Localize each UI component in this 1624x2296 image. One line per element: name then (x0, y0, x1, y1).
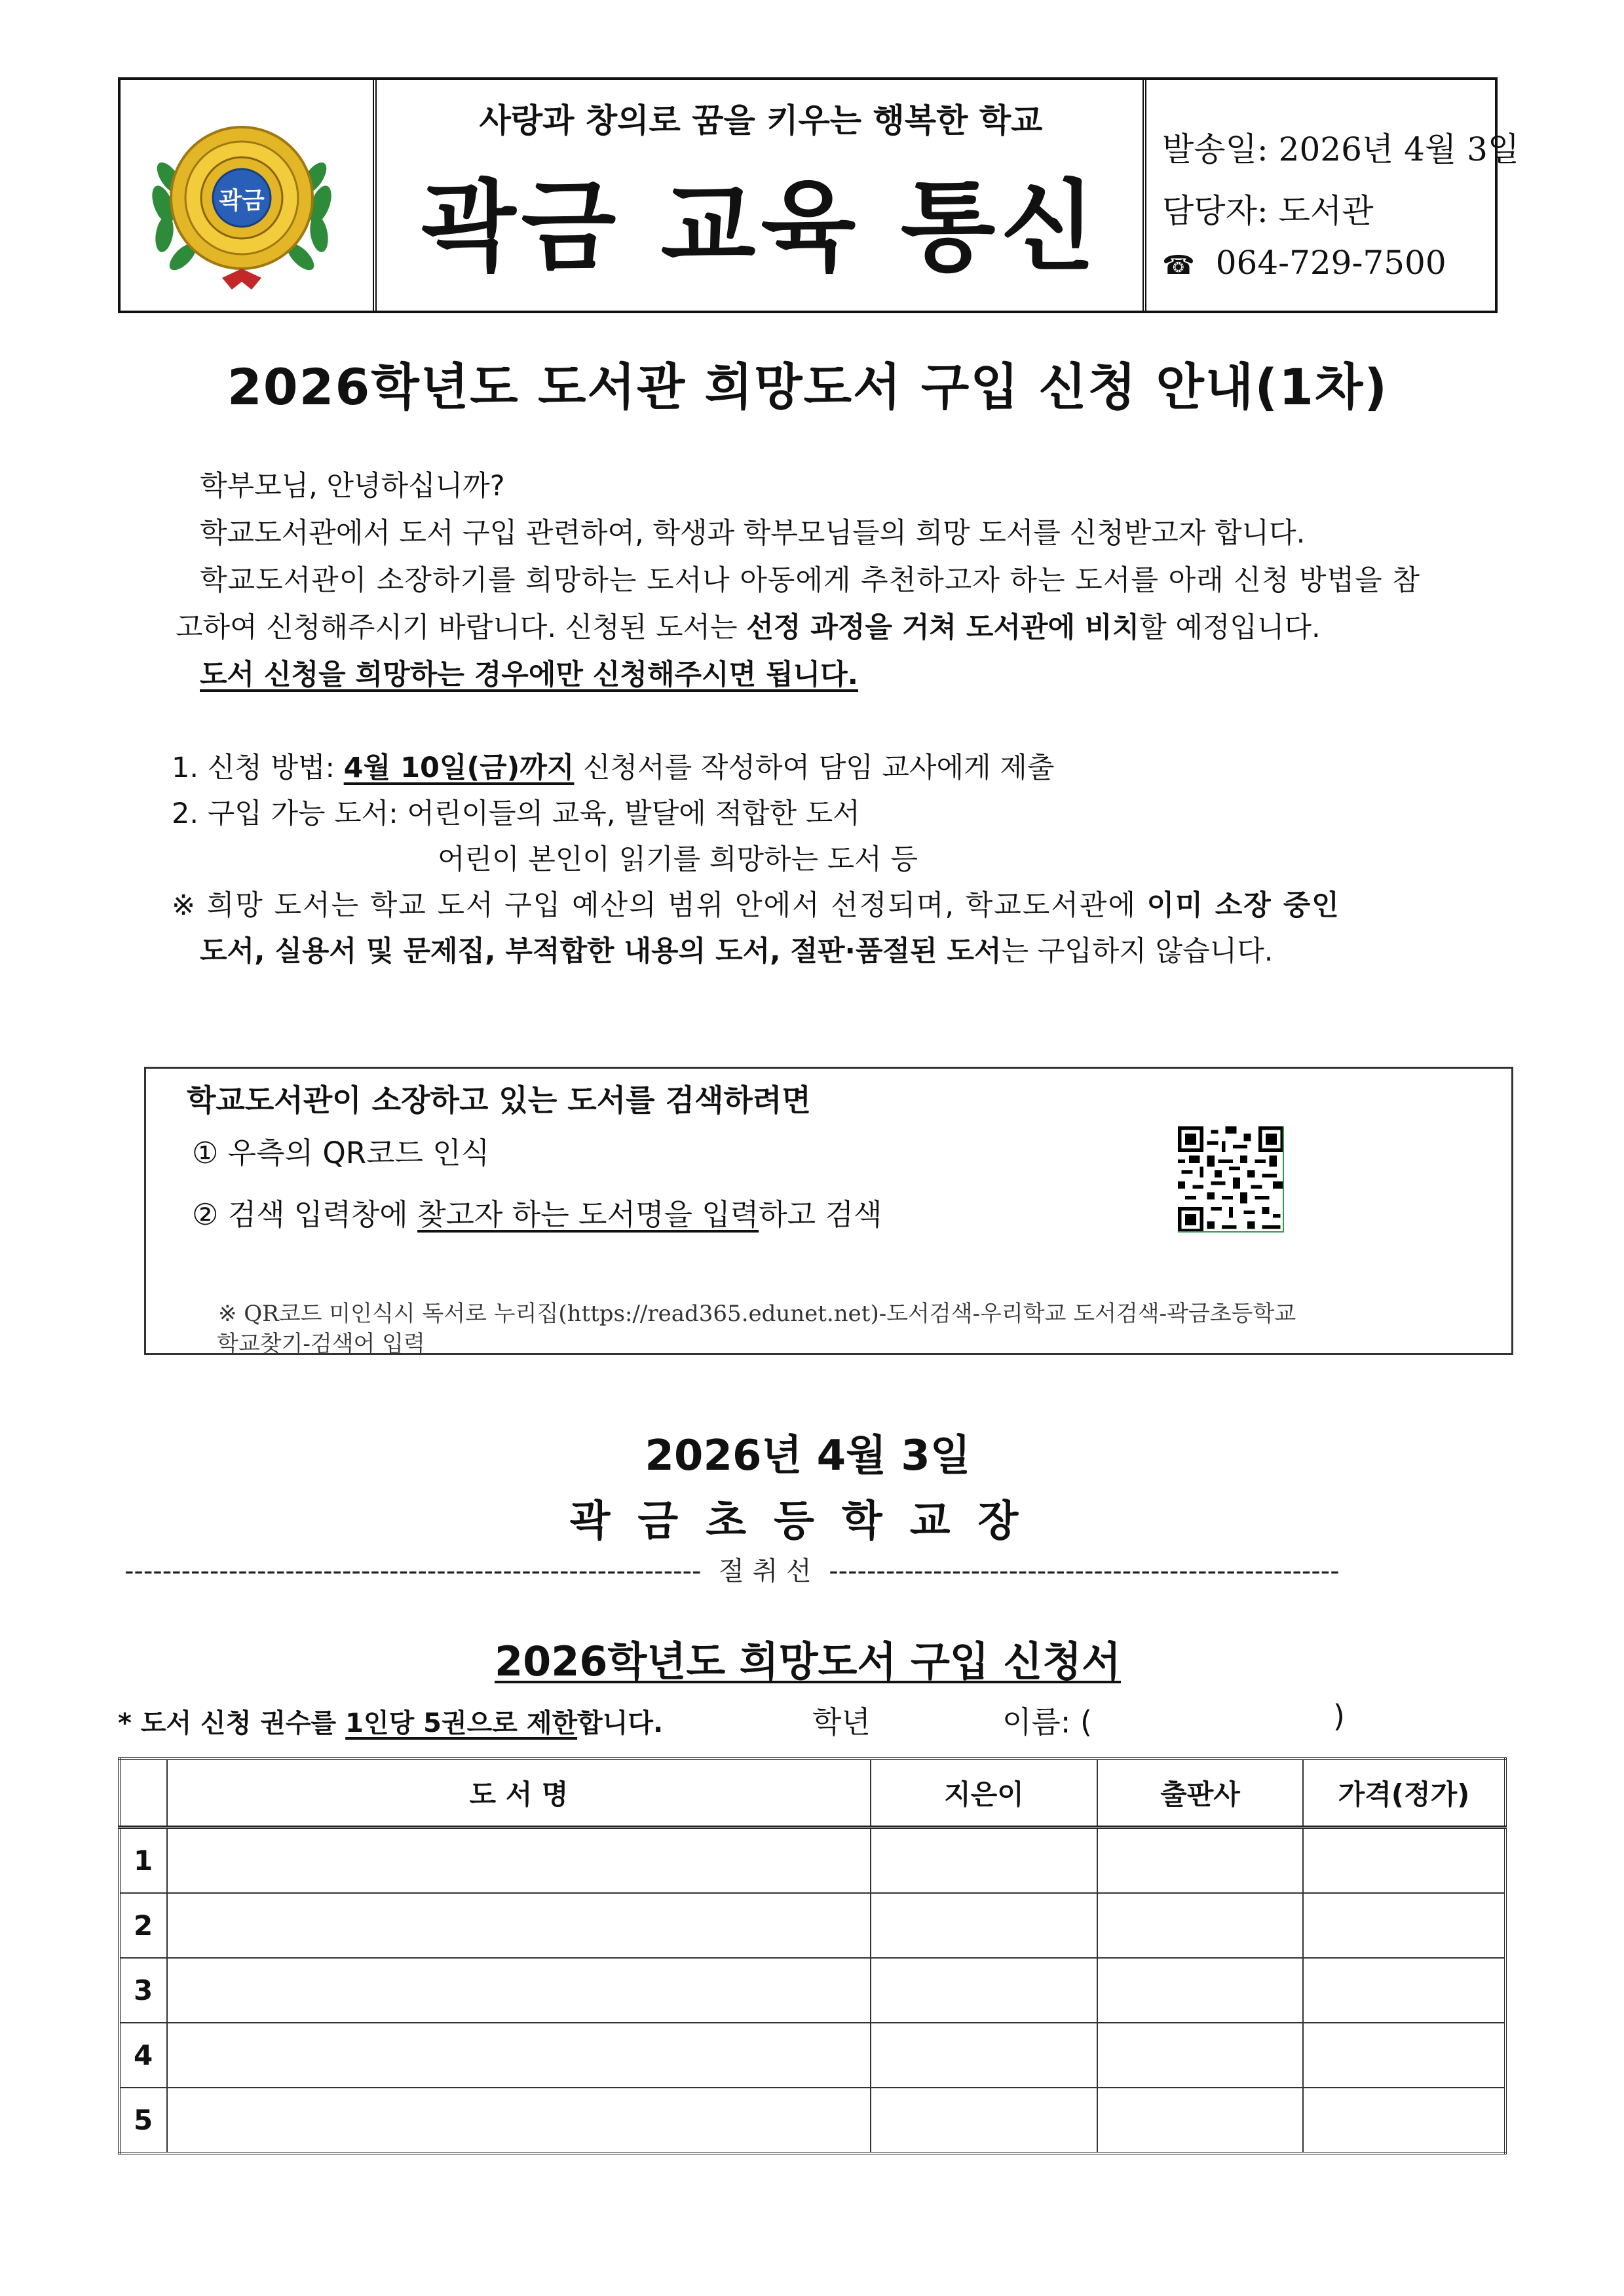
svg-text:곽금: 곽금 (219, 187, 265, 214)
qr-code[interactable] (1178, 1126, 1284, 1233)
phone-line (1162, 244, 1446, 282)
intro-text: 할 예정입니다. (1139, 611, 1321, 644)
limit-text: * 도서 신청 권수를 (118, 1708, 346, 1738)
step-underlined: 찾고자 하는 도서명을 입력 (417, 1197, 759, 1232)
intro-line: 학교도서관에서 도서 구입 관련하여, 학생과 학부모님들의 희망 도서를 신청받고자 합니다. (200, 517, 1306, 550)
price-cell[interactable] (1303, 1893, 1505, 1958)
title-cell[interactable] (167, 2023, 871, 2088)
step-text: 하고 검색 (759, 1197, 882, 1232)
book-request-table (118, 1757, 1507, 2154)
intro-text: 고하여 신청해주시기 바랍니다. 신청된 도서는 (176, 611, 747, 644)
item-available-books-cont: 어린이 본인이 읽기를 희망하는 도서 등 (438, 843, 918, 876)
name-label: 이름: ( (1002, 1704, 1092, 1740)
title-cell[interactable] (167, 1893, 871, 1958)
author-cell[interactable] (871, 1893, 1097, 1958)
column-number (119, 1759, 167, 1827)
publisher-cell[interactable] (1097, 1893, 1303, 1958)
publisher-cell[interactable] (1097, 2088, 1303, 2153)
intro-emphasis: 선정 과정을 거쳐 도서관에 비치 (746, 611, 1140, 644)
deadline: 4월 10일(금)까지 (343, 752, 575, 784)
note-emphasis: 도서, 실용서 및 문제집, 부적합한 내용의 도서, 절판·품절된 도서 (200, 935, 1002, 968)
item-text: 1. 신청 방법: (172, 752, 344, 784)
note-line (200, 929, 1273, 969)
cut-label: 절 취 선 (719, 1556, 812, 1586)
step-text: ② 검색 입력창에 (192, 1197, 418, 1232)
grade-label: 학년 (812, 1704, 871, 1740)
cut-dashes: ------------------------------------------------------------- (124, 1556, 702, 1586)
newsletter-title: 곽금 교육 통신 (421, 170, 1101, 284)
school-slogan: 사랑과 창의로 꿈을 키우는 행복한 학교 (479, 101, 1043, 140)
author-cell[interactable] (871, 1827, 1097, 1894)
school-emblem-icon (137, 106, 347, 296)
table-row (119, 2088, 1505, 2153)
price-cell[interactable] (1303, 1827, 1505, 1894)
row-number: 4 (119, 2023, 167, 2088)
column-author: 지은이 (871, 1759, 1097, 1827)
limit-underlined: 1인당 5권으로 제한 (345, 1708, 578, 1738)
column-price: 가격(정가) (1303, 1759, 1505, 1827)
cut-dashes: ------------------------------------------------------ (829, 1556, 1340, 1586)
table-row (119, 2023, 1505, 2088)
phone-icon: ☎ (1162, 250, 1195, 280)
intro-notice: 도서 신청을 희망하는 경우에만 신청해주시면 됩니다. (200, 659, 859, 691)
note-text: 는 구입하지 않습니다. (1001, 935, 1274, 968)
row-number: 2 (119, 1893, 167, 1958)
publisher-cell[interactable] (1097, 1958, 1303, 2023)
name-close: ) (1333, 1698, 1345, 1734)
search-note: 학교찾기-검색어 입력 (217, 1331, 425, 1357)
row-number: 5 (119, 2088, 167, 2153)
price-cell[interactable] (1303, 2023, 1505, 2088)
author-cell[interactable] (871, 1958, 1097, 2023)
limit-text: 합니다. (577, 1708, 664, 1738)
table-row (119, 1827, 1505, 1894)
newsletter-header (118, 77, 1520, 313)
search-step-1: ① 우측의 QR코드 인식 (192, 1136, 490, 1170)
column-title: 도 서 명 (167, 1759, 871, 1827)
manager: 담당자: 도서관 (1162, 192, 1374, 230)
item-application-method (172, 746, 1054, 786)
intro-line: 학교도서관이 소장하기를 희망하는 도서나 아동에게 추천하고자 하는 도서를 아래 신청 방법을 참 (200, 564, 1420, 597)
header-divider (373, 80, 377, 311)
form-limit-note (118, 1702, 663, 1740)
form-title (118, 1629, 1498, 1687)
intro-line (176, 605, 1321, 645)
search-note: ※ QR코드 미인식시 독서로 누리집(https://read365.edunet.net)-도서검색-우리학교 도서검색-곽금초등학교 (218, 1301, 1296, 1327)
author-cell[interactable] (871, 2088, 1097, 2153)
search-step-2 (192, 1191, 882, 1233)
publisher-cell[interactable] (1097, 1827, 1303, 1894)
note-line (172, 883, 1340, 923)
price-cell[interactable] (1303, 2088, 1505, 2153)
greeting: 학부모님, 안녕하십니까? (200, 470, 505, 503)
table-row (119, 1958, 1505, 2023)
title-cell[interactable] (167, 2088, 871, 2153)
library-search-box (144, 1067, 1513, 1355)
document-title: 2026학년도 도서관 희망도서 구입 신청 안내(1차) (227, 358, 1389, 416)
school-principal: 곽금초등학교장 (569, 1497, 1046, 1546)
price-cell[interactable] (1303, 1958, 1505, 2023)
form-title-text: 2026학년도 희망도서 구입 신청서 (494, 1637, 1122, 1685)
phone-number: 064-729-7500 (1215, 244, 1446, 282)
publisher-cell[interactable] (1097, 2023, 1303, 2088)
header-divider (1142, 80, 1146, 311)
table-header-row (119, 1759, 1505, 1827)
search-box-title: 학교도서관이 소장하고 있는 도서를 검색하려면 (187, 1082, 811, 1118)
note-emphasis: 이미 소장 중인 (1146, 889, 1340, 922)
note-text: ※ 희망 도서는 학교 도서 구입 예산의 범위 안에서 선정되며, 학교도서관에 (172, 889, 1147, 922)
author-cell[interactable] (871, 2023, 1097, 2088)
row-number: 3 (119, 1958, 167, 2023)
cut-line (124, 1550, 1500, 1588)
column-publisher: 출판사 (1097, 1759, 1303, 1827)
row-number: 1 (119, 1827, 167, 1894)
item-available-books: 2. 구입 가능 도서: 어린이들의 교육, 발달에 적합한 도서 (172, 797, 860, 830)
signoff-date: 2026년 4월 3일 (645, 1432, 971, 1480)
table-row (119, 1893, 1505, 1958)
send-date: 발송일: 2026년 4월 3일 (1162, 130, 1520, 168)
title-cell[interactable] (167, 1827, 871, 1894)
title-cell[interactable] (167, 1958, 871, 2023)
item-text: 신청서를 작성하여 담임 교사에게 제출 (574, 752, 1055, 784)
